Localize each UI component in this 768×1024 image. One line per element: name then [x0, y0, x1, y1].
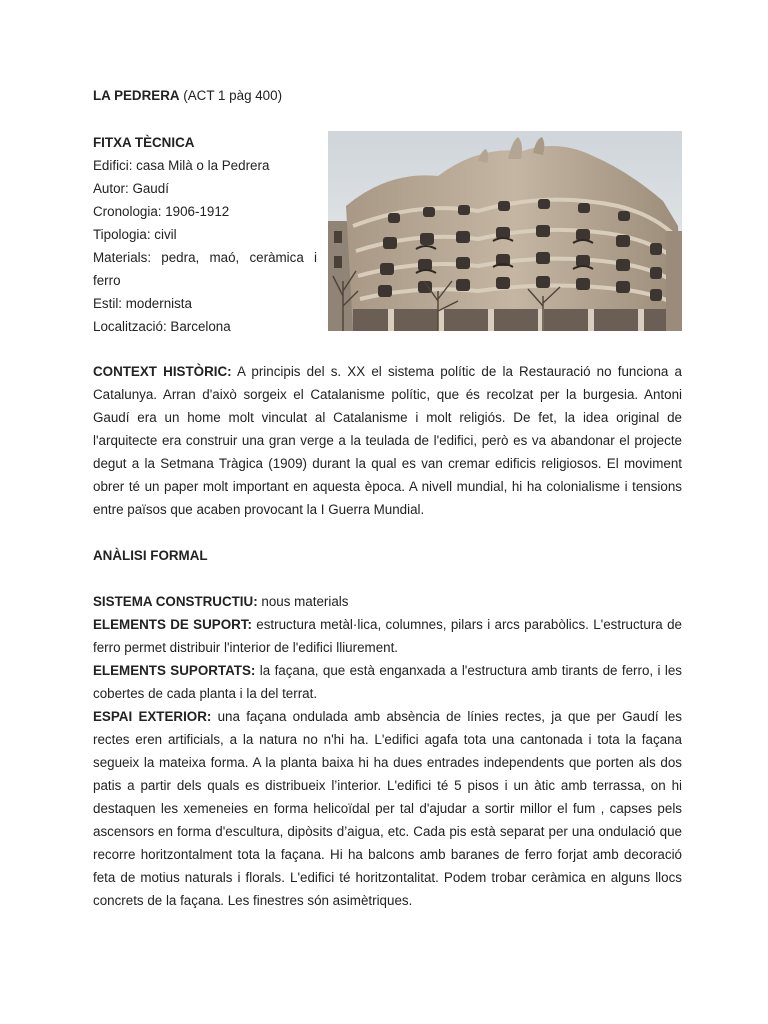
context-text: A principis del s. XX el sistema polític de la Restauració no funciona a Catalunya. Arran d'això sorgeix el Catalanisme polític, que és recolzat per la burgesia. Antoni Gaudí era un home molt vinculat al Catalanisme i molt religiós. De fet, la idea original de l'arquitecte era construir una gran verge a la teulada de l'edifici, però es va abandonar el projecte degut a la Setmana Tràgica (1909) durant la qual es van cremar edificis religiosos. El moviment obrer té un paper molt important en aquesta època. A nivell mundial, hi ha colonialisme i tensions entre països que acaben provocant la I Guerra Mundial. — [93, 364, 682, 517]
section-text: estructura metàl·lica, columnes, pilars i arcs parabòlics. L'estructura de ferro permet distribuir l'interior de l'edifici lliurement. — [93, 617, 682, 655]
fitxa-row-edifici: Edifici: casa Milà o la Pedrera — [93, 158, 270, 173]
title-subtitle: (ACT 1 pàg 400) — [179, 88, 283, 103]
analisi-formal-heading — [93, 544, 682, 567]
section-elements-suportats — [93, 659, 682, 705]
section-sistema-constructiu — [93, 590, 682, 613]
fitxa-row-cronologia: Cronologia: 1906-1912 — [93, 204, 230, 219]
building-photo — [328, 131, 682, 331]
section-label: ELEMENTS SUPORTATS: — [93, 663, 256, 678]
section-text: la façana, que està enganxada a l'estructura amb tirants de ferro, i les cobertes de cada planta i la del terrat. — [93, 663, 682, 701]
context-label: CONTEXT HISTÒRIC: — [93, 364, 232, 379]
fitxa-row-tipologia: Tipologia: civil — [93, 227, 177, 242]
context-historic-section — [93, 360, 682, 521]
fitxa-row-estil: Estil: modernista — [93, 296, 192, 311]
la-pedrera-illustration — [328, 131, 682, 331]
section-text: nous materials — [257, 594, 349, 609]
section-label: ESPAI EXTERIOR: — [93, 709, 212, 724]
analisi-sections — [93, 590, 682, 912]
fitxa-tecnica — [93, 131, 317, 338]
section-elements-suport — [93, 613, 682, 659]
context-paragraph — [93, 360, 682, 521]
document-title — [93, 87, 282, 105]
section-label: ELEMENTS DE SUPORT: — [93, 617, 252, 632]
fitxa-heading: FITXA TÈCNICA — [93, 135, 195, 150]
title-bold: LA PEDRERA — [93, 88, 180, 103]
section-label: SISTEMA CONSTRUCTIU: — [93, 594, 258, 609]
fitxa-row-autor: Autor: Gaudí — [93, 181, 169, 196]
fitxa-row-localitzacio: Localització: Barcelona — [93, 319, 231, 334]
analisi-heading-text: ANÀLISI FORMAL — [93, 548, 208, 563]
fitxa-row-materials: Materials: pedra, maó, ceràmica i ferro — [93, 250, 317, 288]
section-text: una façana ondulada amb absència de línies rectes, ja que per Gaudí les rectes eren artificials, a la natura no n'hi ha. L'edifici agafa tota una cantonada i tota la façana segueix la mateixa forma. A la planta baixa hi ha dues entrades independents que porten als dos patis a partir dels quals es distribueix l’interior. L'edifici té 5 pisos i un àtic amb terrassa, on hi destaquen les xemeneies en forma helicoïdal per tal d'ajudar a sortir millor el fum , capses pels ascensors en forma d'escultura, dipòsits d’aigua, etc. Cada pis està separat per una ondulació que recorre horitzontalment tota la façana. Hi ha balcons amb baranes de ferro forjat amb decoració feta de motius naturals i florals. L'edifici té horitzontalitat. Podem trobar ceràmica en alguns llocs concrets de la façana. Les finestres són asimètriques. — [93, 709, 682, 908]
section-espai-exterior — [93, 705, 682, 912]
